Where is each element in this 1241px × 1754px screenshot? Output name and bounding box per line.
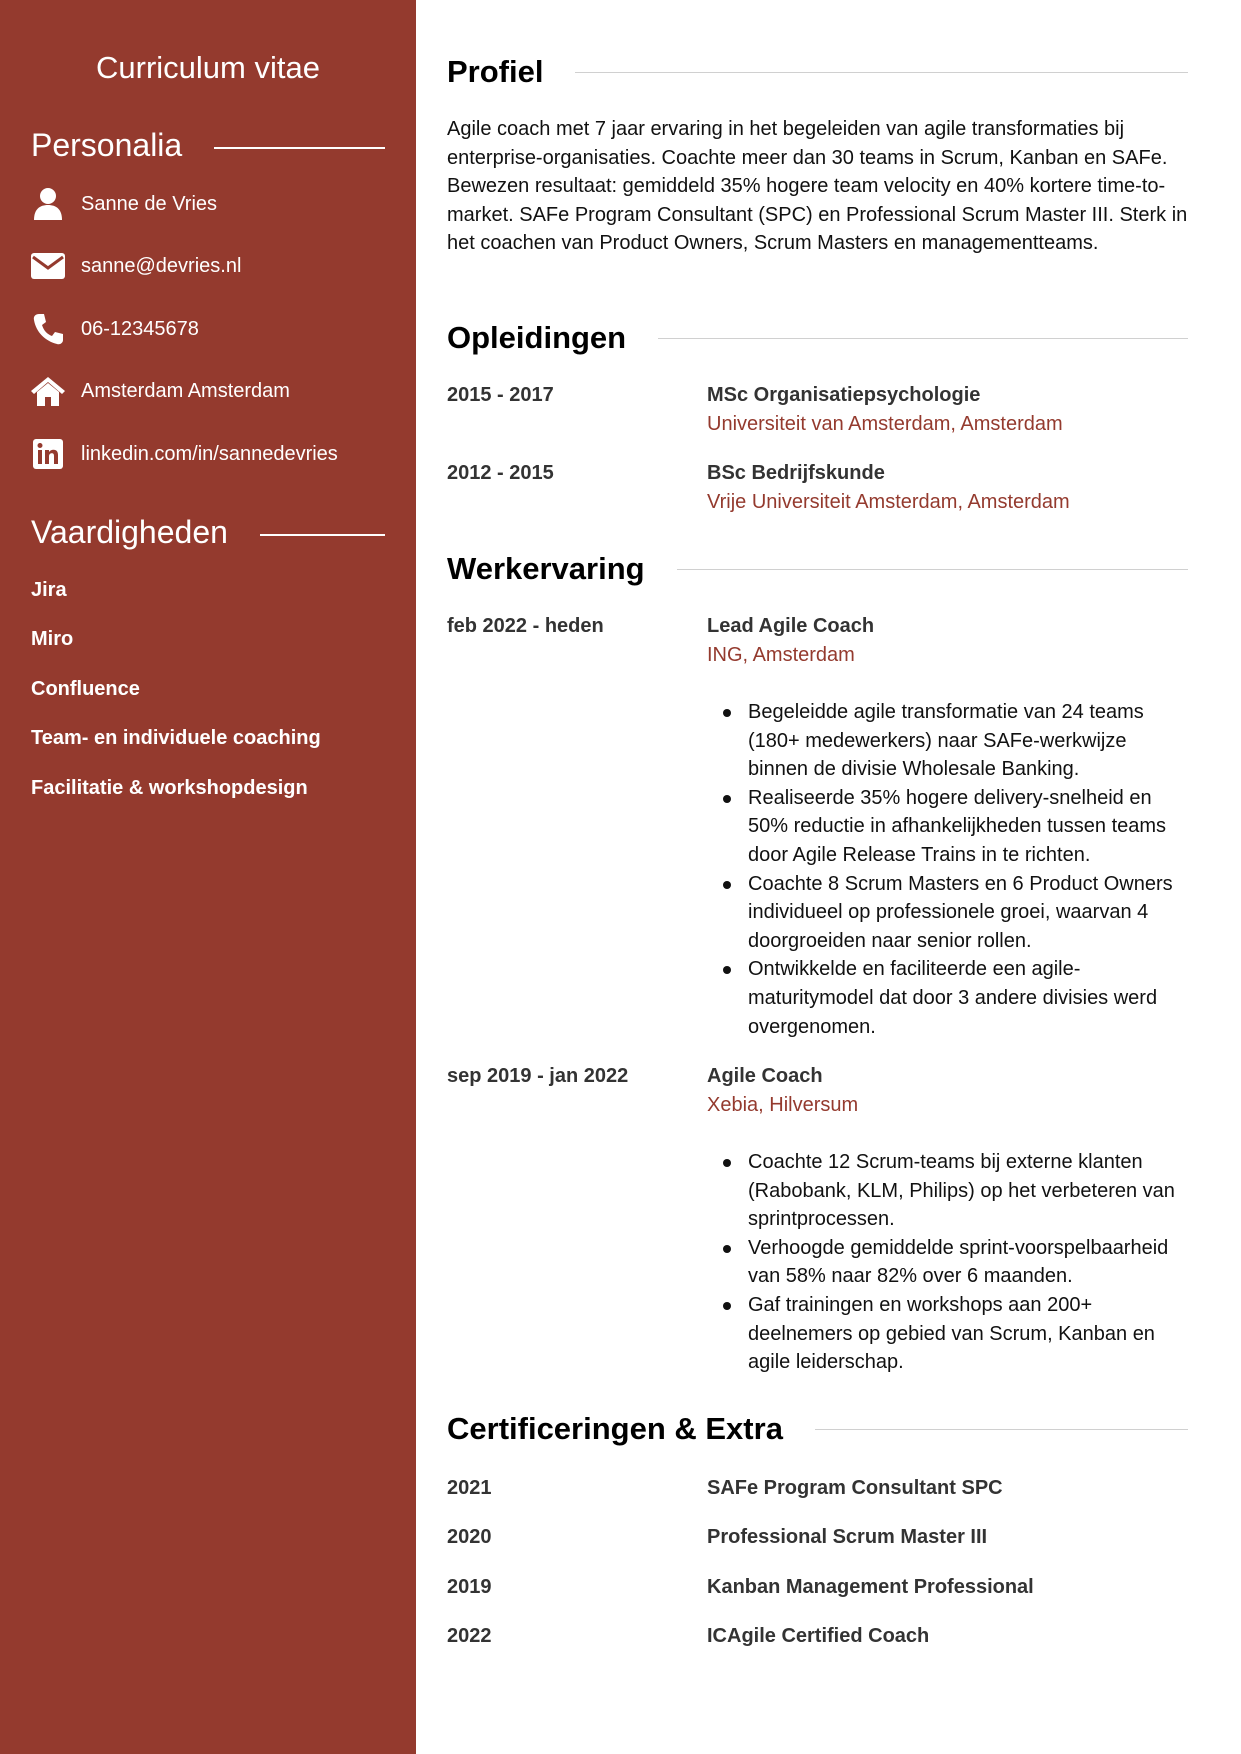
contact-text: Amsterdam Amsterdam xyxy=(81,379,290,402)
bullet-item: Begeleidde agile transformatie van 24 teams (180+ medewerkers) naar SAFe-werkwijze binnen de divisie Wholesale Banking. xyxy=(748,698,1190,784)
entry-title: MSc Organisatiepsychologie xyxy=(707,384,981,406)
certifications-heading-label: Certificeringen & Extra xyxy=(447,1411,783,1446)
entry-date: sep 2019 - jan 2022 xyxy=(447,1065,629,1087)
heading-rule xyxy=(575,72,1188,73)
cert-title: SAFe Program Consultant SPC xyxy=(707,1477,1003,1499)
entry-date: 2015 - 2017 xyxy=(447,384,554,406)
cert-year: 2020 xyxy=(447,1526,492,1548)
entry-place: Vrije Universiteit Amsterdam, Amsterdam xyxy=(707,491,1070,513)
skills-heading xyxy=(31,514,385,551)
skill-item: Jira xyxy=(31,579,67,601)
education-heading-label: Opleidingen xyxy=(447,320,627,355)
bullet-item: Verhoogde gemiddelde sprint-voorspelbaarheid van 58% naar 82% over 6 maanden. xyxy=(748,1234,1190,1291)
certifications-heading xyxy=(447,1411,1188,1447)
education-heading xyxy=(447,320,1188,356)
heading-rule xyxy=(677,569,1188,570)
entry-title: BSc Bedrijfskunde xyxy=(707,462,885,484)
sidebar xyxy=(0,0,416,1754)
contact-phone[interactable] xyxy=(31,312,199,346)
phone-icon xyxy=(31,312,65,346)
bullet-list xyxy=(748,1148,1190,1377)
entry-title: Agile Coach xyxy=(707,1065,823,1087)
contact-name xyxy=(31,187,217,221)
home-icon xyxy=(31,374,65,408)
envelope-icon xyxy=(31,249,65,283)
heading-rule xyxy=(815,1429,1188,1430)
contact-text: Sanne de Vries xyxy=(81,192,218,215)
entry-date: 2012 - 2015 xyxy=(447,462,554,484)
bullet-list xyxy=(748,698,1190,1041)
main-content xyxy=(447,0,1188,1754)
contact-text: linkedin.com/in/sannedevries xyxy=(81,442,338,465)
profile-heading xyxy=(447,54,1188,90)
bullet-item: Coachte 8 Scrum Masters en 6 Product Owners individueel op professionele groei, waarvan 4 doorgroeiden naar senior rollen. xyxy=(748,870,1190,956)
cert-year: 2021 xyxy=(447,1477,492,1499)
bullet-item: Realiseerde 35% hogere delivery-snelheid en 50% reductie in afhankelijkheden tussen teams door Agile Release Trains in te richten. xyxy=(748,784,1190,870)
linkedin-icon xyxy=(31,437,65,471)
cert-title: ICAgile Certified Coach xyxy=(707,1625,930,1647)
entry-place: ING, Amsterdam xyxy=(707,644,855,666)
heading-rule xyxy=(260,534,385,536)
experience-heading xyxy=(447,551,1188,587)
skill-item: Facilitatie & workshopdesign xyxy=(31,777,308,799)
heading-rule xyxy=(658,338,1188,339)
skills-heading-label: Vaardigheden xyxy=(31,514,228,550)
contact-linkedin[interactable] xyxy=(31,437,338,471)
cert-year: 2019 xyxy=(447,1576,492,1598)
bullet-item: Ontwikkelde en faciliteerde een agile-maturitymodel dat door 3 andere divisies werd overgenomen. xyxy=(748,955,1190,1041)
profile-text: Agile coach met 7 jaar ervaring in het begeleiden van agile transformaties bij enterprise-organisaties. Coachte meer dan 30 teams in Scrum, Kanban en SAFe. Bewezen resultaat: gemiddeld 35% hogere team velocity en 40% kortere time-to-market. SAFe Program Consultant (SPC) en Professional Scrum Master III. Sterk in het coachen van Product Owners, Scrum Masters en managementteams. xyxy=(447,118,1188,255)
entry-place: Xebia, Hilversum xyxy=(707,1094,859,1116)
profile-heading-label: Profiel xyxy=(447,54,544,89)
personalia-heading-label: Personalia xyxy=(31,127,183,163)
cert-year: 2022 xyxy=(447,1625,492,1647)
heading-rule xyxy=(214,147,385,149)
bullet-item: Coachte 12 Scrum-teams bij externe klanten (Rabobank, KLM, Philips) op het verbeteren van sprintprocessen. xyxy=(748,1148,1190,1234)
skill-item: Team- en individuele coaching xyxy=(31,727,321,749)
entry-title: Lead Agile Coach xyxy=(707,615,875,637)
personalia-heading xyxy=(31,127,385,164)
skill-item: Miro xyxy=(31,628,74,650)
sidebar-title: Curriculum vitae xyxy=(96,50,320,85)
bullet-item: Gaf trainingen en workshops aan 200+ deelnemers op gebied van Scrum, Kanban en agile leiderschap. xyxy=(748,1291,1190,1377)
contact-text: sanne@devries.nl xyxy=(81,254,242,277)
contact-text: 06-12345678 xyxy=(81,317,199,340)
cert-title: Professional Scrum Master III xyxy=(707,1526,988,1548)
contact-address xyxy=(31,374,290,408)
cert-title: Kanban Management Professional xyxy=(707,1576,1034,1598)
user-icon xyxy=(31,187,65,221)
contact-email[interactable] xyxy=(31,249,241,283)
experience-heading-label: Werkervaring xyxy=(447,551,645,586)
skill-item: Confluence xyxy=(31,678,140,700)
entry-date: feb 2022 - heden xyxy=(447,615,604,637)
entry-place: Universiteit van Amsterdam, Amsterdam xyxy=(707,413,1063,435)
